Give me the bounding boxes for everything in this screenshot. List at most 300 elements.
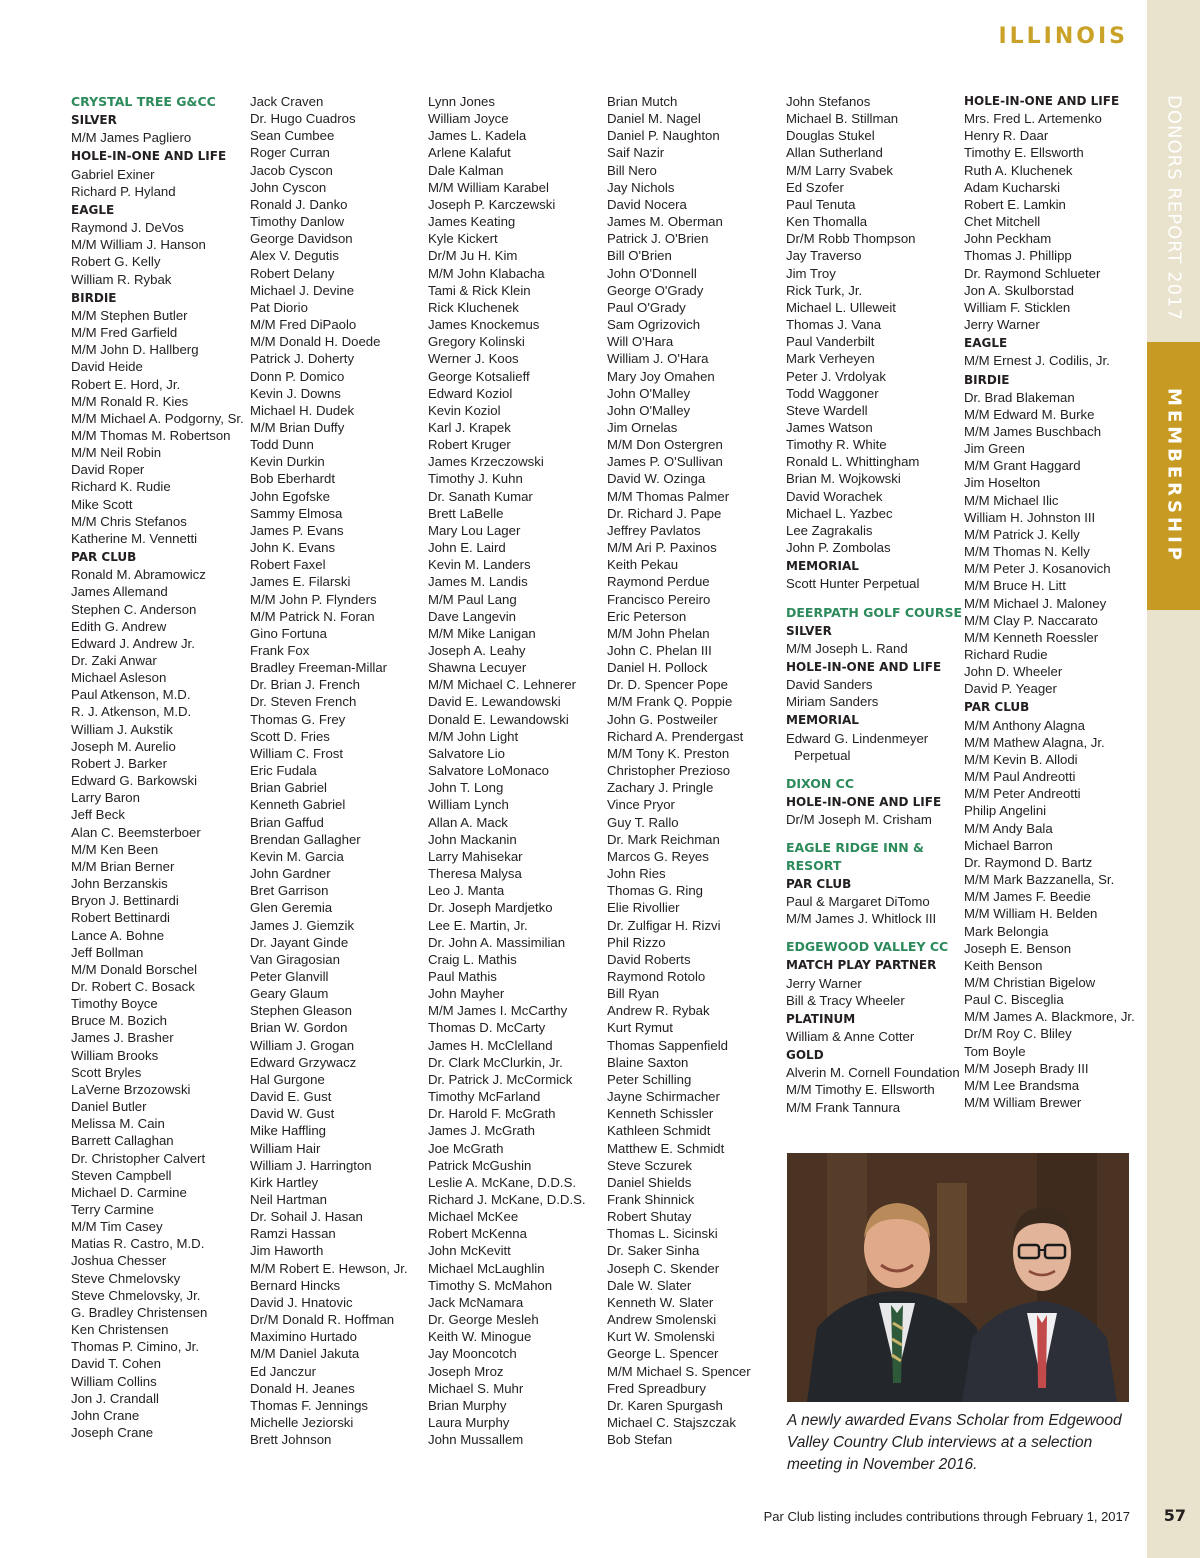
donor-name: Michael J. Devine: [250, 282, 355, 298]
donor-name: Mike Haffling: [250, 1123, 326, 1139]
donor-name: James Krzeczowski: [428, 454, 544, 470]
donor-name: Adam Kucharski: [964, 179, 1061, 195]
donor-name: Dr/M Robb Thompson: [786, 231, 916, 247]
donor-name: Frank Shinnick: [607, 1192, 695, 1207]
donor-name: Kevin M. Landers: [428, 557, 531, 573]
donor-name: Lee Zagrakalis: [786, 522, 873, 538]
donor-name: Craig L. Mathis: [428, 951, 517, 967]
donor-name: Bill & Tracy Wheeler: [786, 992, 905, 1008]
donor-name: Robert Faxel: [250, 557, 326, 573]
donor-name: Dr. Richard J. Pape: [607, 505, 722, 521]
donor-name: Thomas J. Vana: [786, 317, 882, 333]
donor-name: M/M Joseph L. Rand: [786, 640, 908, 656]
donor-name: Robert Shutay: [607, 1209, 692, 1225]
donor-name: Matias R. Castro, M.D.: [71, 1236, 205, 1252]
donor-name: Ronald L. Whittingham: [786, 454, 920, 470]
donor-name: Mrs. Fred L. Artemenko: [964, 111, 1102, 127]
donor-name: Dr. Sanath Kumar: [428, 488, 533, 504]
donor-name: M/M Tim Casey: [71, 1219, 163, 1235]
donor-name: M/M Andy Bala: [964, 820, 1053, 836]
donor-name: Kenneth Gabriel: [250, 797, 346, 813]
donor-name: Joe McGrath: [428, 1140, 504, 1156]
donor-name: M/M Michael C. Lehnerer: [428, 677, 577, 693]
donor-name: Dr. Mark Reichman: [607, 831, 720, 847]
donor-name: M/M Robert E. Hewson, Jr.: [250, 1260, 408, 1276]
donor-name: Ronald J. Danko: [250, 196, 348, 212]
donor-name: Melissa M. Cain: [71, 1116, 165, 1132]
donor-name: Kenneth Schissler: [607, 1106, 714, 1122]
donor-name: Raymond J. DeVos: [71, 220, 184, 236]
donor-name: Edward G. Lindenmeyer: [786, 730, 929, 746]
donor-name: M/M Stephen Butler: [71, 307, 188, 323]
donor-name: M/M Lee Brandsma: [964, 1077, 1080, 1093]
donor-name: R. J. Atkenson, M.D.: [71, 704, 192, 720]
donor-name: M/M William Brewer: [964, 1095, 1082, 1111]
donor-name: William Collins: [71, 1373, 157, 1389]
donor-name: Kurt W. Smolenski: [607, 1329, 715, 1345]
donor-name: George L. Spencer: [607, 1346, 719, 1362]
club-heading: DIXON CC: [786, 775, 855, 791]
donor-name: Brian Gaffud: [250, 814, 324, 830]
donor-name: Dave Langevin: [428, 608, 516, 624]
donor-name: David J. Hnatovic: [250, 1294, 353, 1310]
donor-name: M/M Larry Svabek: [786, 162, 893, 178]
giving-level-heading: MEMORIAL: [786, 713, 859, 728]
donor-name: John E. Laird: [428, 540, 506, 556]
donor-name: Ed Janczur: [250, 1363, 316, 1379]
giving-level-heading: GOLD: [786, 1048, 824, 1063]
donor-name: M/M Michael S. Spencer: [607, 1363, 751, 1379]
donor-name: M/M Neil Robin: [71, 445, 162, 461]
donor-name: M/M Michael A. Podgorny, Sr.: [71, 410, 244, 426]
donor-name: M/M Brian Berner: [71, 858, 175, 874]
donor-name: Jon A. Skulborstad: [964, 282, 1074, 298]
donor-name: Lance A. Bohne: [71, 927, 165, 943]
donor-name: George Kotsalieff: [428, 368, 530, 384]
page-number: 57: [1163, 1506, 1186, 1525]
donor-name: Jim Green: [964, 441, 1025, 457]
donor-name: Michael B. Stillman: [786, 111, 899, 127]
donor-name: Patrick J. Doherty: [250, 351, 355, 367]
club-heading: CRYSTAL TREE G&CC: [71, 94, 216, 109]
donor-name: Christopher Prezioso: [607, 763, 731, 779]
donor-name: Chet Mitchell: [964, 214, 1041, 230]
donor-name: David Roberts: [607, 951, 691, 967]
donor-name: M/M Chris Stefanos: [71, 513, 187, 529]
donor-name: Ruth A. Kluchenek: [964, 162, 1073, 178]
donor-name: Leslie A. McKane, D.D.S.: [428, 1174, 577, 1190]
donor-name: Ramzi Hassan: [250, 1226, 336, 1242]
giving-level-heading: HOLE-IN-ONE AND LIFE: [964, 94, 1120, 108]
donor-name: Joseph Crane: [71, 1425, 154, 1441]
donor-name: Timothy McFarland: [428, 1089, 541, 1105]
donor-name: Timothy S. McMahon: [428, 1277, 553, 1293]
donor-name: M/M Bruce H. Litt: [964, 578, 1066, 594]
donor-name: Daniel Butler: [71, 1099, 147, 1115]
donor-name: Dr. George Mesleh: [428, 1312, 539, 1328]
donor-name: Timothy E. Ellsworth: [964, 145, 1084, 161]
donor-name: Lynn Jones: [428, 94, 495, 109]
donor-name: Bill Nero: [607, 162, 657, 178]
donor-name: Larry Baron: [71, 790, 140, 806]
donor-name: David W. Gust: [250, 1106, 335, 1122]
donor-name: Michael Barron: [964, 837, 1053, 853]
state-heading: ILLINOIS: [998, 24, 1128, 49]
donor-name: M/M Anthony Alagna: [964, 717, 1085, 733]
donor-name: Brett Johnson: [250, 1432, 332, 1448]
donor-name: Michael McKee: [428, 1209, 519, 1225]
donor-name: William Joyce: [428, 111, 509, 127]
donor-name: Robert McKenna: [428, 1226, 527, 1242]
donor-name: Gino Fortuna: [250, 625, 327, 641]
donor-name: David P. Yeager: [964, 681, 1057, 697]
donor-name: Jeff Bollman: [71, 944, 144, 960]
donor-name: Kevin J. Downs: [250, 385, 341, 401]
donor-name: Robert Delany: [250, 265, 335, 281]
donor-name: Sammy Elmosa: [250, 505, 343, 521]
donor-name: Joseph C. Skender: [607, 1260, 720, 1276]
donor-name: James J. Brasher: [71, 1030, 174, 1046]
donor-name: Timothy R. White: [786, 437, 887, 453]
donor-name: Raymond Perdue: [607, 574, 710, 590]
donor-name: Todd Waggoner: [786, 385, 879, 401]
donor-name: Dr. Brad Blakeman: [964, 389, 1075, 405]
donor-name: M/M Peter Andreotti: [964, 786, 1081, 802]
donor-name: Dr. Zulfigar H. Rizvi: [607, 917, 721, 933]
donor-column-6: [964, 93, 1135, 1111]
donor-name: William Brooks: [71, 1047, 159, 1063]
giving-level-heading: MATCH PLAY PARTNER: [786, 958, 937, 973]
donor-name: Brian W. Gordon: [250, 1020, 348, 1036]
donor-name: M/M Michael Ilic: [964, 492, 1059, 508]
donor-name: M/M Paul Lang: [428, 591, 517, 607]
donor-name: Allan A. Mack: [428, 814, 508, 830]
donor-name: Robert Bettinardi: [71, 910, 170, 926]
donor-name: Dr. Clark McClurkin, Jr.: [428, 1054, 563, 1070]
donor-name: James H. McClelland: [428, 1037, 553, 1053]
donor-name: M/M Timothy E. Ellsworth: [786, 1082, 935, 1098]
donor-name: Dr. Saker Sinha: [607, 1243, 700, 1259]
donor-name: Werner J. Koos: [428, 351, 519, 367]
donor-name: William C. Frost: [250, 745, 344, 761]
donor-name: Dr. Harold F. McGrath: [428, 1106, 556, 1122]
donor-name: Dr. Brian J. French: [250, 677, 360, 693]
donor-name: Kenneth W. Slater: [607, 1294, 714, 1310]
donor-name: Bill Ryan: [607, 986, 660, 1002]
donor-name: David Roper: [71, 462, 145, 478]
donor-name: Allan Sutherland: [786, 145, 883, 161]
donor-name: M/M James Pagliero: [71, 130, 192, 146]
donor-name: Patrick McGushin: [428, 1157, 532, 1173]
donor-name: Bernard Hincks: [250, 1277, 341, 1293]
donor-name: Brian Gabriel: [250, 780, 327, 796]
donor-name: Marcos G. Reyes: [607, 848, 709, 864]
donor-name: M/M Ari P. Paxinos: [607, 540, 717, 556]
donor-name: William J. O'Hara: [607, 351, 709, 367]
donor-name: John Crane: [71, 1407, 140, 1423]
donor-name: James J. Giemzik: [250, 917, 355, 933]
giving-level-heading: BIRDIE: [964, 372, 1010, 387]
donor-name: Thomas Sappenfield: [607, 1037, 728, 1053]
donor-name: James M. Landis: [428, 574, 528, 590]
donor-name: M/M Michael J. Maloney: [964, 595, 1107, 611]
donor-name: Alex V. Degutis: [250, 248, 339, 264]
donor-name: M/M Mike Lanigan: [428, 625, 536, 641]
donor-name: Robert G. Kelly: [71, 254, 161, 270]
donor-name: Robert J. Barker: [71, 755, 168, 771]
donor-name: Fred Spreadbury: [607, 1380, 706, 1396]
donor-name: Dr. Jayant Ginde: [250, 934, 349, 950]
club-heading: RESORT: [786, 857, 842, 873]
donor-name: John Ries: [607, 866, 666, 882]
donor-name: M/M Donald Borschel: [71, 961, 198, 977]
section-tab-membership: MEMBERSHIP: [1147, 342, 1200, 610]
giving-level-heading: PAR CLUB: [71, 550, 137, 565]
donor-name: M/M Don Ostergren: [607, 437, 723, 453]
donor-name: Blaine Saxton: [607, 1054, 689, 1070]
donor-name: M/M Paul Andreotti: [964, 769, 1076, 785]
donor-column-4: [607, 93, 751, 1448]
donor-name: Michelle Jeziorski: [250, 1415, 354, 1431]
donor-name: Salvatore LoMonaco: [428, 763, 549, 779]
donor-name: George O'Grady: [607, 282, 704, 298]
donor-name: Roger Curran: [250, 145, 330, 161]
donor-name: Daniel M. Nagel: [607, 111, 701, 127]
donor-name: Robert E. Hord, Jr.: [71, 376, 181, 392]
donor-name: Leo J. Manta: [428, 883, 505, 899]
donor-name: Edward J. Andrew Jr.: [71, 635, 195, 651]
donor-name: Robert E. Lamkin: [964, 196, 1066, 212]
donor-name: M/M Thomas M. Robertson: [71, 427, 231, 443]
donor-name: John Berzanskis: [71, 876, 168, 892]
donor-name: M/M Ken Been: [71, 841, 159, 857]
donor-name: Thomas D. McCarty: [428, 1020, 546, 1036]
donor-name: Raymond Rotolo: [607, 968, 706, 984]
giving-level-heading: HOLE-IN-ONE AND LIFE: [786, 795, 942, 810]
donor-name: Hal Gurgone: [250, 1071, 325, 1087]
donor-name: Scott Hunter Perpetual: [786, 576, 920, 592]
donor-name: M/M James F. Beedie: [964, 889, 1091, 905]
donor-name: Thomas G. Frey: [250, 711, 346, 727]
donor-name: Steven Campbell: [71, 1167, 172, 1183]
donor-name: James Knockemus: [428, 317, 540, 333]
donor-name: Tami & Rick Klein: [428, 282, 531, 298]
giving-level-heading: MEMORIAL: [786, 559, 859, 574]
donor-name: David T. Cohen: [71, 1356, 161, 1372]
donor-name: Will O'Hara: [607, 334, 674, 350]
donor-name: William J. Harrington: [250, 1157, 372, 1173]
donor-name: Mike Scott: [71, 496, 133, 512]
donor-name: Dr. John A. Massimilian: [428, 934, 566, 950]
donor-name: Edward G. Barkowski: [71, 773, 198, 789]
donor-name: James M. Oberman: [607, 214, 723, 230]
giving-level-heading: HOLE-IN-ONE AND LIFE: [71, 149, 227, 164]
donor-name: Ken Thomalla: [786, 214, 868, 230]
donor-name: Shawna Lecuyer: [428, 660, 527, 676]
donor-name: M/M Fred Garfield: [71, 325, 178, 341]
donor-name: James Allemand: [71, 584, 168, 600]
donor-name: Lee E. Martin, Jr.: [428, 917, 528, 933]
donor-name: Paul Mathis: [428, 968, 497, 984]
donor-name: Larry Mahisekar: [428, 848, 523, 864]
donor-name: Bruce M. Bozich: [71, 1013, 168, 1029]
donor-name: Dr. Joseph Mardjetko: [428, 900, 553, 916]
donor-name: Brendan Gallagher: [250, 831, 361, 847]
donor-name: David Heide: [71, 359, 143, 375]
giving-level-heading: PLATINUM: [786, 1011, 856, 1026]
donor-name: Joseph P. Karczewski: [428, 196, 556, 212]
donor-name: Timothy Boyce: [71, 996, 158, 1012]
donor-name: Gregory Kolinski: [428, 334, 525, 350]
donor-name: Paul Tenuta: [786, 196, 856, 212]
donor-name: Peter Glanvill: [250, 968, 329, 984]
donor-name: M/M Tony K. Preston: [607, 745, 730, 761]
donor-name: Peter J. Vrdolyak: [786, 368, 886, 384]
donor-name: Thomas L. Sicinski: [607, 1226, 718, 1242]
donor-name: Steve Wardell: [786, 402, 868, 418]
donor-name: Ken Christensen: [71, 1322, 169, 1338]
giving-level-heading: BIRDIE: [71, 290, 117, 305]
donor-column-2: [250, 93, 408, 1448]
donor-name: Richard A. Prendergast: [607, 728, 744, 744]
donor-name: Barrett Callaghan: [71, 1133, 174, 1149]
donor-name: M/M James J. Whitlock III: [786, 911, 937, 927]
donor-name: Edward Koziol: [428, 385, 513, 401]
donor-name: Matthew E. Schmidt: [607, 1140, 725, 1156]
donor-name: Paul Vanderbilt: [786, 334, 875, 350]
donor-name: M/M Kenneth Roessler: [964, 629, 1099, 645]
donor-name: James Watson: [786, 419, 873, 435]
donor-name: John Mackanin: [428, 831, 517, 847]
donor-name: M/M James Buschbach: [964, 423, 1102, 439]
donor-name: M/M Donald H. Doede: [250, 334, 381, 350]
donor-name: Jeff Beck: [71, 807, 125, 823]
donor-name: M/M Peter J. Kosanovich: [964, 561, 1111, 577]
donor-name: Dr. Steven French: [250, 694, 357, 710]
donor-name: William J. Grogan: [250, 1037, 355, 1053]
donor-name: M/M John Klabacha: [428, 265, 545, 281]
donor-name: Jay Mooncotch: [428, 1346, 517, 1362]
donor-name: Douglas Stukel: [786, 128, 875, 144]
donor-name: Geary Glaum: [250, 986, 329, 1002]
donor-name: Ronald M. Abramowicz: [71, 567, 206, 583]
donor-name: John Cyscon: [250, 179, 327, 195]
donor-name: Glen Geremia: [250, 900, 333, 916]
donor-name: M/M Daniel Jakuta: [250, 1346, 360, 1362]
donor-name: Laura Murphy: [428, 1415, 510, 1431]
donor-name: Eric Fudala: [250, 763, 317, 779]
donor-name: Brian Murphy: [428, 1397, 507, 1413]
donor-name: Sean Cumbee: [250, 128, 335, 144]
donor-name: Kyle Kickert: [428, 231, 498, 247]
donor-name: David Nocera: [607, 196, 687, 212]
donor-name: John T. Long: [428, 780, 504, 796]
donor-name: John Gardner: [250, 866, 331, 882]
donor-name: Pat Diorio: [250, 299, 308, 315]
donor-name: M/M William H. Belden: [964, 906, 1098, 922]
donor-name: M/M James A. Blackmore, Jr.: [964, 1009, 1135, 1025]
donor-name: Steve Chmelovsky, Jr.: [71, 1287, 201, 1303]
donor-name: Brian Mutch: [607, 94, 678, 109]
donor-name: Daniel H. Pollock: [607, 660, 708, 676]
donor-name: Donald E. Lewandowski: [428, 711, 569, 727]
donor-name: Michael L. Ulleweit: [786, 299, 896, 315]
donor-name: Thomas J. Phillipp: [964, 248, 1072, 264]
donor-name: William & Anne Cotter: [786, 1028, 915, 1044]
donor-name: Joseph E. Benson: [964, 940, 1072, 956]
donor-name: Paul O'Grady: [607, 299, 686, 315]
donor-name: Ed Szofer: [786, 179, 844, 195]
donor-name: M/M Patrick J. Kelly: [964, 526, 1080, 542]
donor-name: Timothy J. Kuhn: [428, 471, 523, 487]
donor-name: Joseph M. Aurelio: [71, 738, 176, 754]
donor-name: M/M John Phelan: [607, 625, 710, 641]
donor-name: Alverin M. Cornell Foundation: [786, 1065, 960, 1081]
donor-name: Mark Belongia: [964, 923, 1049, 939]
donor-name: Steve Chmelovsky: [71, 1270, 181, 1286]
donor-name: James P. O'Sullivan: [607, 454, 723, 470]
donor-name: William F. Sticklen: [964, 299, 1071, 315]
donor-name: Scott D. Fries: [250, 728, 330, 744]
donor-name: John Stefanos: [786, 94, 871, 109]
donor-name: Tom Boyle: [964, 1043, 1026, 1059]
donor-name: Brian M. Wojkowski: [786, 471, 901, 487]
donor-name: Daniel P. Naughton: [607, 128, 720, 144]
donor-name: Dr. Raymond Schlueter: [964, 265, 1101, 281]
donor-name: Kevin Koziol: [428, 402, 501, 418]
donor-name: Richard J. McKane, D.D.S.: [428, 1192, 586, 1207]
donor-name: M/M Fred DiPaolo: [250, 317, 357, 333]
donor-name: Keith W. Minogue: [428, 1329, 532, 1345]
donor-name: Theresa Malysa: [428, 866, 522, 882]
donor-name: Jack McNamara: [428, 1294, 524, 1310]
donor-name: M/M Mark Bazzanella, Sr.: [964, 872, 1115, 888]
donor-name: Bret Garrison: [250, 883, 329, 899]
donor-name: James P. Evans: [250, 522, 344, 538]
donor-name: Mary Lou Lager: [428, 522, 521, 538]
donor-column-3: [428, 93, 586, 1448]
donor-name: Thomas F. Jennings: [250, 1397, 369, 1413]
scholar-photo: [787, 1153, 1129, 1402]
donor-name: Thomas P. Cimino, Jr.: [71, 1339, 200, 1355]
donor-column-5: [786, 93, 962, 1116]
donor-name: Stephen C. Anderson: [71, 601, 197, 617]
donor-name: Paul C. Bisceglia: [964, 992, 1064, 1008]
donor-name: Dr/M Roy C. Bliley: [964, 1026, 1072, 1042]
donor-name: Jim Hoselton: [964, 475, 1041, 491]
donor-name: M/M James I. McCarthy: [428, 1003, 568, 1019]
club-heading: EDGEWOOD VALLEY CC: [786, 939, 949, 955]
donor-name: M/M William Karabel: [428, 179, 549, 195]
donor-name: Karl J. Krapek: [428, 419, 511, 435]
donor-name: M/M Frank Tannura: [786, 1099, 901, 1115]
donor-name: Saif Nazir: [607, 145, 665, 161]
donor-name: John G. Postweiler: [607, 711, 718, 727]
donor-name: David Worachek: [786, 488, 883, 504]
donor-name: Jim Haworth: [250, 1243, 324, 1259]
donor-name: Todd Dunn: [250, 437, 314, 453]
donor-name: Maximino Hurtado: [250, 1329, 358, 1345]
donor-name: Andrew Smolenski: [607, 1312, 717, 1328]
donor-name: Katherine M. Vennetti: [71, 530, 198, 546]
donor-name: G. Bradley Christensen: [71, 1304, 208, 1320]
donor-name: James Keating: [428, 214, 516, 230]
donor-name: Jerry Warner: [786, 975, 862, 991]
donor-name: Bradley Freeman-Millar: [250, 660, 388, 676]
donor-name: Sam Ogrizovich: [607, 317, 701, 333]
donor-name: David E. Gust: [250, 1089, 332, 1105]
donor-name: Dr. Robert C. Bosack: [71, 978, 195, 994]
